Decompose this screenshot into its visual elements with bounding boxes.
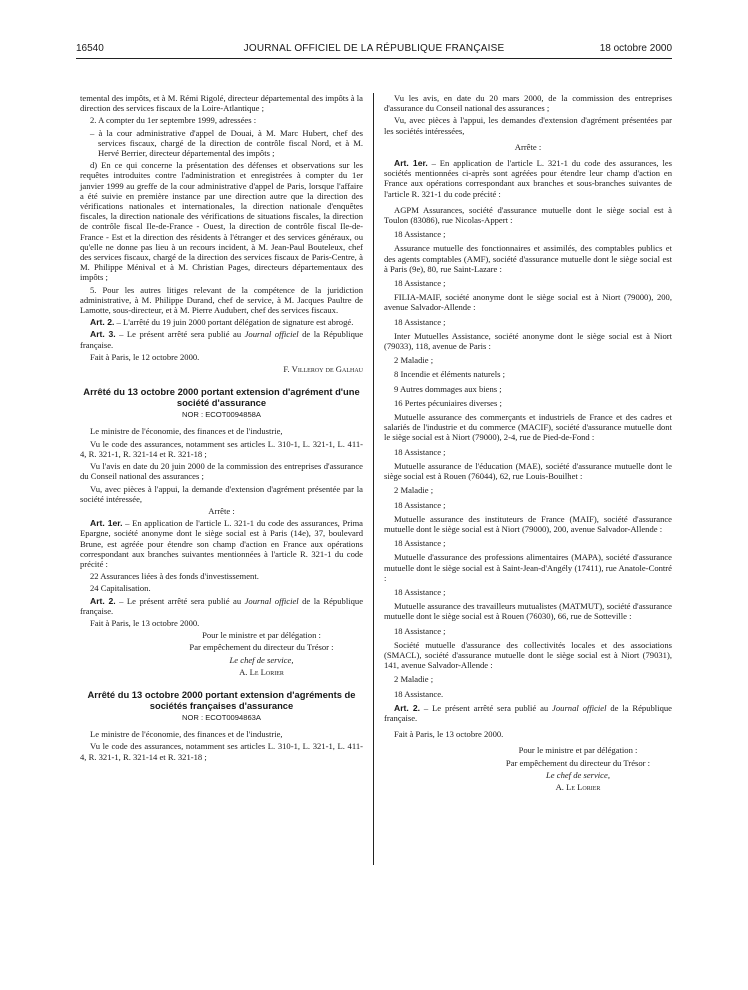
journal-name: Journal officiel	[552, 702, 607, 713]
branch-item: 18 Assistance ;	[394, 625, 446, 636]
branch-item: 18 Assistance ;	[394, 538, 446, 549]
article-2	[384, 703, 672, 723]
article-1	[80, 518, 363, 569]
branch-item: 8 Incendie et éléments naturels ;	[394, 369, 505, 380]
signature: A. Le Lorier	[555, 781, 601, 792]
delegation-line: Par empêchement du directeur du Trésor :	[505, 757, 651, 768]
branch-item: 22 Assurances liées à des fonds d'investissement.	[90, 571, 259, 582]
company-entry: AGPM Assurances, société d'assurance mutuelle dont le siège social est à Toulon (83086), rue Nicolas-Appert :	[384, 204, 672, 226]
paragraph: temental des impôts, et à M. Rémi Rigolé, directeur départemental des impôts à la direction des services fiscaux de la Loire-Atlantique ;	[80, 93, 363, 114]
signatory-title: Le chef de service,	[546, 769, 610, 780]
done-at: Fait à Paris, le 13 octobre 2000.	[394, 729, 504, 740]
branch-item: 18 Assistance ;	[394, 229, 446, 240]
company-entry: Mutuelle assurance des travailleurs mutualistes (MATMUT), société d'assurance mutuelle dont le siège social est à Rouen (76030), 66, rue de Sotteville :	[384, 601, 672, 622]
nor-reference: NOR : ECOT0094863A	[182, 712, 261, 722]
branch-item: 2 Maladie ;	[394, 674, 434, 685]
paragraph: Vu les avis, en date du 20 mars 2000, de la commission des entreprises d'assurance du Conseil national des assurances ;	[384, 93, 672, 114]
branch-item: 16 Pertes pécuniaires diverses ;	[394, 397, 502, 408]
branch-item: 18 Assistance ;	[394, 586, 446, 597]
article-label: Art. 3.	[90, 329, 116, 340]
journal-name: Journal officiel	[244, 595, 299, 606]
delegation-line: Pour le ministre et par délégation :	[202, 630, 321, 641]
decree-arrete: Arrête :	[514, 141, 542, 152]
branch-item: 2 Maladie ;	[394, 355, 434, 366]
article-2	[80, 596, 363, 616]
company-entry: Mutuelle assurance des instituteurs de France (MAIF), société d'assurance mutuelle dont le siège social est à Niort (79000), 200, avenue Salvador-Allende :	[384, 513, 672, 534]
paragraph: Vu, avec pièces à l'appui, la demande d'extension d'agrément présentée par la société intéressée,	[80, 483, 363, 504]
page-header	[76, 43, 672, 57]
branch-item: 9 Autres dommages aux biens ;	[394, 383, 502, 394]
article-label: Art. 1er.	[394, 158, 428, 169]
delegation-line	[384, 770, 672, 780]
done-at: Fait à Paris, le 12 octobre 2000.	[90, 351, 200, 362]
column-separator	[373, 93, 374, 865]
signature: A. Le Lorier	[239, 666, 284, 677]
company-entry: Société mutuelle d'assurance des collectivités locales et des associations (SMACL), société d'assurance mutuelle dont le siège social est à Niort (79031), 141, avenue Salvador-Allende :	[384, 639, 672, 671]
branch-item: 18 Assistance ;	[394, 278, 446, 289]
nor-reference: NOR : ECOT0094858A	[182, 410, 261, 420]
paragraph: Vu le code des assurances, notamment ses articles L. 310-1, L. 321-1, L. 411-4, R. 321-1, R. 321-14 et R. 321-18 ;	[80, 438, 363, 459]
article-text: de la République française.	[80, 329, 364, 350]
article-label: Art. 2.	[90, 595, 116, 606]
paragraph: Le ministre de l'économie, des finances et de l'industrie,	[90, 426, 283, 437]
paragraph: Le ministre de l'économie, des finances et de l'industrie,	[90, 729, 283, 740]
done-at: Fait à Paris, le 13 octobre 2000.	[90, 617, 200, 628]
article-1	[384, 158, 672, 199]
branch-item: 18 Assistance ;	[394, 499, 446, 510]
article-text: – Le présent arrêté sera publié au	[420, 702, 553, 713]
branch-item: 24 Capitalisation.	[90, 583, 151, 594]
decree-title: Arrêté du 13 octobre 2000 portant extension d'agréments de sociétés françaises d'assurance	[87, 688, 356, 711]
company-entry: Mutuelle d'assurance des professions alimentaires (MAPA), société d'assurance mutuelle dont le siège social est à Saint-Jean-d'Angély (17411), rue Anatole-Contré :	[384, 552, 672, 583]
article-2	[80, 317, 363, 327]
journal-name: Journal officiel	[244, 329, 299, 340]
branch-item: 18 Assistance ;	[394, 446, 446, 457]
article-text: de la République française.	[384, 702, 672, 723]
article-label: Art. 1er.	[90, 518, 123, 529]
branch-item: 2 Maladie ;	[394, 485, 434, 496]
paragraph: Vu l'avis en date du 20 juin 2000 de la commission des entreprises d'assurance du Conseil national des assurances ;	[80, 461, 363, 482]
article-text: – L'arrêté du 19 juin 2000 portant délégation de signature est abrogé.	[114, 317, 354, 328]
header-rule	[76, 58, 672, 59]
article-text: – En application de l'article L. 321-1 du code des assurances, Prima Epargne, société anonyme dont le siège social est à Paris (14e), 37, boulevard Brune, est agréée pour étendre son champ d'action en France aux opérations correspondant aux branches suivantes mentionnées à l'article R. 321-1 du code précité :	[80, 518, 363, 569]
issue-date: 18 octobre 2000	[599, 43, 672, 54]
company-entry: Assurance mutuelle des fonctionnaires et assimilés, des comptables publics et des agents comptables (AMF), société d'assurance mutuelle dont le siège social est à Paris (9e), 80, rue Saint-Lazare :	[384, 243, 672, 274]
delegation-line: Pour le ministre et par délégation :	[518, 745, 638, 756]
journal-title: JOURNAL OFFICIEL DE LA RÉPUBLIQUE FRANÇAISE	[243, 43, 505, 54]
article-text: – En application de l'article L. 321-1 du code des assurances, les sociétés mentionnées ci-après sont agréées pour étendre leur champ d'action en France aux opérations correspondant aux branches et sous-branches suivantes de l'article R. 321-1 du code précité :	[384, 158, 672, 199]
article-3	[80, 329, 363, 349]
delegation-line	[80, 655, 363, 665]
article-text: – Le présent arrêté sera publié au	[115, 329, 245, 340]
company-entry: Mutuelle assurance de l'éducation (MAE), société d'assurance mutuelle dont le siège social est à Rouen (76044), 62, rue Louis-Bouilhet :	[384, 460, 672, 482]
article-label: Art. 2.	[90, 317, 115, 328]
article-text: de la République française.	[80, 595, 364, 616]
article-text: – Le présent arrêté sera publié au	[115, 595, 245, 606]
paragraph: 5. Pour les autres litiges relevant de la compétence de la juridiction administrative, à M. Philippe Durand, chef de service, à M. Jacques Paultre de Lamotte, sous-directeur, et à M. Pierre Audubert, chef des services fiscaux.	[80, 284, 363, 316]
page-number: 16540	[76, 43, 104, 54]
paragraph: Vu le code des assurances, notamment ses articles L. 310-1, L. 321-1, L. 411-4, R. 321-1, R. 321-14 et R. 321-18 ;	[80, 741, 363, 762]
branch-item: 18 Assistance ;	[394, 316, 446, 327]
delegation-line: Par empêchement du directeur du Trésor :	[189, 642, 334, 653]
decree-title: Arrêté du 13 octobre 2000 portant extension d'agrément d'une société d'assurance	[83, 386, 360, 409]
branch-item: 18 Assistance.	[394, 688, 444, 699]
paragraph: d) En ce qui concerne la présentation des défenses et observations sur les requêtes introduites contre l'administration et enregistrées à compter du 1er janvier 1999 au greffe de la cour administrative d'appel de Paris, lorsque l'affaire a été suivie en première instance par une direction autre que la direction des vérifications nationales et internationales, la direction nationale d'enquêtes fiscales, la direction nationale des vérifications de situations fiscales, la direction de contrôle fiscal Ile-de-France - Ouest, la direction de contrôle fiscal Ile-de-France - Est et la direction des résidents à l'étranger et des services généraux, ou qu'elle ne donne pas lieu à un recours incident, à M. Jean-Paul Bouteleux, chef des services fiscaux, chargé de la direction des services fiscaux de Paris-Centre, à M. Philippe Ménival et à M. Christian Pages, directeurs départementaux des impôts ;	[80, 160, 363, 283]
article-label: Art. 2.	[394, 702, 421, 713]
decree-arrete: Arrête :	[208, 505, 235, 516]
signatory-title: Le chef de service,	[229, 654, 294, 665]
left-column	[80, 93, 363, 764]
company-entry: Mutuelle assurance des commerçants et industriels de France et des cadres et salariés de l'industrie et du commerce (MACIF), société d'assurance mutuelle dont le siège social est à Niort (79000), 2-4, rue de Pied-de-Fond :	[384, 412, 672, 443]
company-entry: FILIA-MAIF, société anonyme dont le siège social est à Niort (79000), 200, avenue Salvador-Allende :	[384, 292, 672, 313]
paragraph: 2. A compter du 1er septembre 1999, adressées :	[90, 115, 257, 126]
paragraph: Vu, avec pièces à l'appui, les demandes d'extension d'agrément présentées par les sociétés intéressées,	[384, 115, 672, 136]
company-entry: Inter Mutuelles Assistance, société anonyme dont le siège social est à Niort (79033), 118, avenue de Paris :	[384, 330, 672, 352]
paragraph: – à la cour administrative d'appel de Douai, à M. Marc Hubert, chef des services fiscaux, chargé de la direction de contrôle fiscal Nord, et à M. Hervé Berrier, directeur départemental des impôts ;	[90, 127, 363, 159]
right-column	[384, 93, 672, 794]
signature: F. Villeroy de Galhau	[283, 364, 363, 375]
